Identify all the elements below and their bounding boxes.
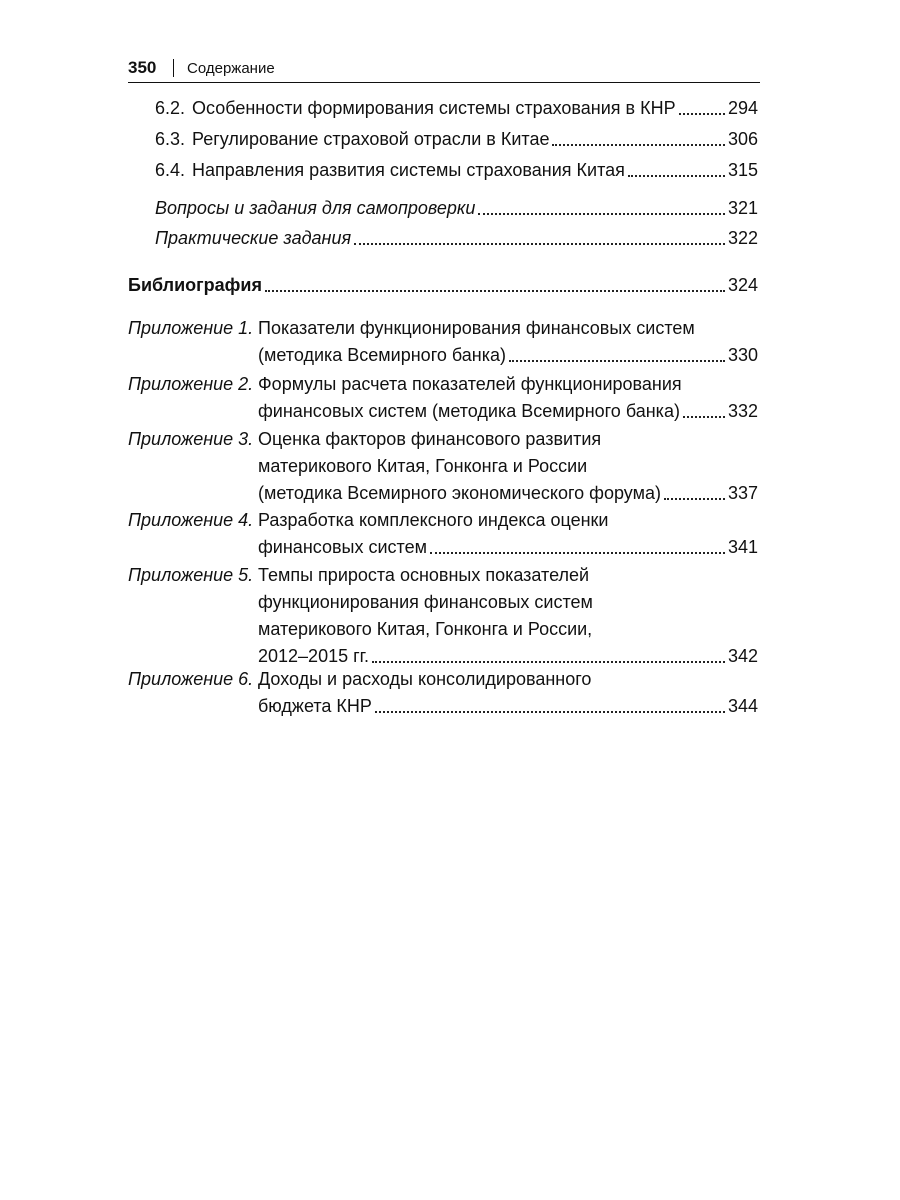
section-title: Направления развития системы страхования Китая bbox=[192, 160, 625, 180]
appendix-label: Приложение 2. bbox=[128, 374, 254, 394]
section-number: 6.4. bbox=[155, 160, 186, 180]
page-header bbox=[128, 57, 760, 83]
dot-leader bbox=[372, 660, 725, 663]
header-rule bbox=[128, 82, 760, 83]
appendix-label: Приложение 6. bbox=[128, 669, 254, 689]
appendix-label: Приложение 5. bbox=[128, 565, 254, 585]
appendix-label: Приложение 3. bbox=[128, 429, 254, 449]
page-ref: 330 bbox=[727, 345, 758, 365]
section-body bbox=[192, 157, 758, 184]
bibliography-title: Библиография bbox=[128, 275, 262, 295]
toc-entry-appendix-6[interactable] bbox=[128, 666, 758, 720]
page-ref: 306 bbox=[727, 129, 758, 149]
appendix-title-last-line: финансовых систем bbox=[258, 537, 427, 557]
page-ref: 344 bbox=[727, 696, 758, 716]
dot-leader bbox=[664, 497, 725, 500]
dot-leader bbox=[375, 710, 725, 713]
header-separator bbox=[173, 59, 174, 77]
dot-leader bbox=[683, 415, 725, 418]
toc-entry-6-3[interactable] bbox=[155, 126, 758, 153]
toc-entry-appendix-4[interactable] bbox=[128, 507, 758, 561]
page-number: 350 bbox=[128, 58, 157, 77]
section-title: Регулирование страховой отрасли в Китае bbox=[192, 129, 550, 149]
appendix-title-line: Формулы расчета показателей функционирования bbox=[258, 374, 682, 394]
appendix-title-last-line: бюджета КНР bbox=[258, 696, 372, 716]
toc-entry-appendix-5[interactable] bbox=[128, 562, 758, 670]
appendix-title-line: Оценка факторов финансового развития bbox=[258, 429, 602, 449]
dot-leader bbox=[478, 212, 725, 215]
dot-leader bbox=[509, 359, 725, 362]
page-ref: 332 bbox=[727, 401, 758, 421]
appendix-body bbox=[258, 371, 758, 425]
appendix-title-line: материкового Китая, Гонконга и России, bbox=[258, 619, 593, 639]
dot-leader bbox=[628, 174, 725, 177]
appendix-label: Приложение 1. bbox=[128, 318, 254, 338]
section-number: 6.3. bbox=[155, 129, 186, 149]
appendix-title-last-line: (методика Всемирного банка) bbox=[258, 345, 506, 365]
toc-entry-appendix-1[interactable] bbox=[128, 315, 758, 369]
dot-leader bbox=[265, 289, 725, 292]
page-ref: 342 bbox=[727, 646, 758, 666]
toc-entry-appendix-2[interactable] bbox=[128, 371, 758, 425]
running-title: Содержание bbox=[187, 60, 275, 77]
appendix-body bbox=[258, 562, 758, 670]
appendix-title-line: Темпы прироста основных показателей bbox=[258, 565, 590, 585]
page-ref: 322 bbox=[727, 228, 758, 248]
section-number: 6.2. bbox=[155, 98, 186, 118]
appendix-body bbox=[258, 426, 758, 507]
toc-entry-6-4[interactable] bbox=[155, 157, 758, 184]
exercise-title: Вопросы и задания для самопроверки bbox=[155, 198, 476, 218]
appendix-title-line: материкового Китая, Гонконга и России bbox=[258, 456, 588, 476]
section-title: Особенности формирования системы страхования в КНР bbox=[192, 98, 676, 118]
appendix-title-line: Показатели функционирования финансовых систем bbox=[258, 318, 695, 338]
appendix-label: Приложение 4. bbox=[128, 510, 254, 530]
exercise-title: Практические задания bbox=[155, 228, 352, 248]
toc-entry-practical[interactable] bbox=[155, 225, 758, 252]
page-ref: 294 bbox=[727, 98, 758, 118]
appendix-body bbox=[258, 666, 758, 720]
toc-entry-bibliography[interactable] bbox=[128, 272, 758, 299]
page-ref: 324 bbox=[727, 275, 758, 295]
appendix-title-last-line: (методика Всемирного экономического форума) bbox=[258, 483, 661, 503]
toc-entry-self-check[interactable] bbox=[155, 195, 758, 222]
appendix-title-last-line: 2012–2015 гг. bbox=[258, 646, 370, 666]
section-body bbox=[192, 95, 758, 122]
appendix-body bbox=[258, 315, 758, 369]
toc-entry-6-2[interactable] bbox=[155, 95, 758, 122]
appendix-title-last-line: финансовых систем (методика Всемирного банка) bbox=[258, 401, 680, 421]
dot-leader bbox=[430, 551, 725, 554]
appendix-title-line: функционирования финансовых систем bbox=[258, 592, 593, 612]
page-ref: 315 bbox=[727, 160, 758, 180]
appendix-title-line: Разработка комплексного индекса оценки bbox=[258, 510, 609, 530]
toc-entry-appendix-3[interactable] bbox=[128, 426, 758, 507]
appendix-title-line: Доходы и расходы консолидированного bbox=[258, 669, 592, 689]
page-ref: 337 bbox=[727, 483, 758, 503]
dot-leader bbox=[679, 112, 725, 115]
dot-leader bbox=[354, 242, 725, 245]
page-ref: 341 bbox=[727, 537, 758, 557]
page-ref: 321 bbox=[727, 198, 758, 218]
appendix-body bbox=[258, 507, 758, 561]
dot-leader bbox=[552, 143, 724, 146]
section-body bbox=[192, 126, 758, 153]
